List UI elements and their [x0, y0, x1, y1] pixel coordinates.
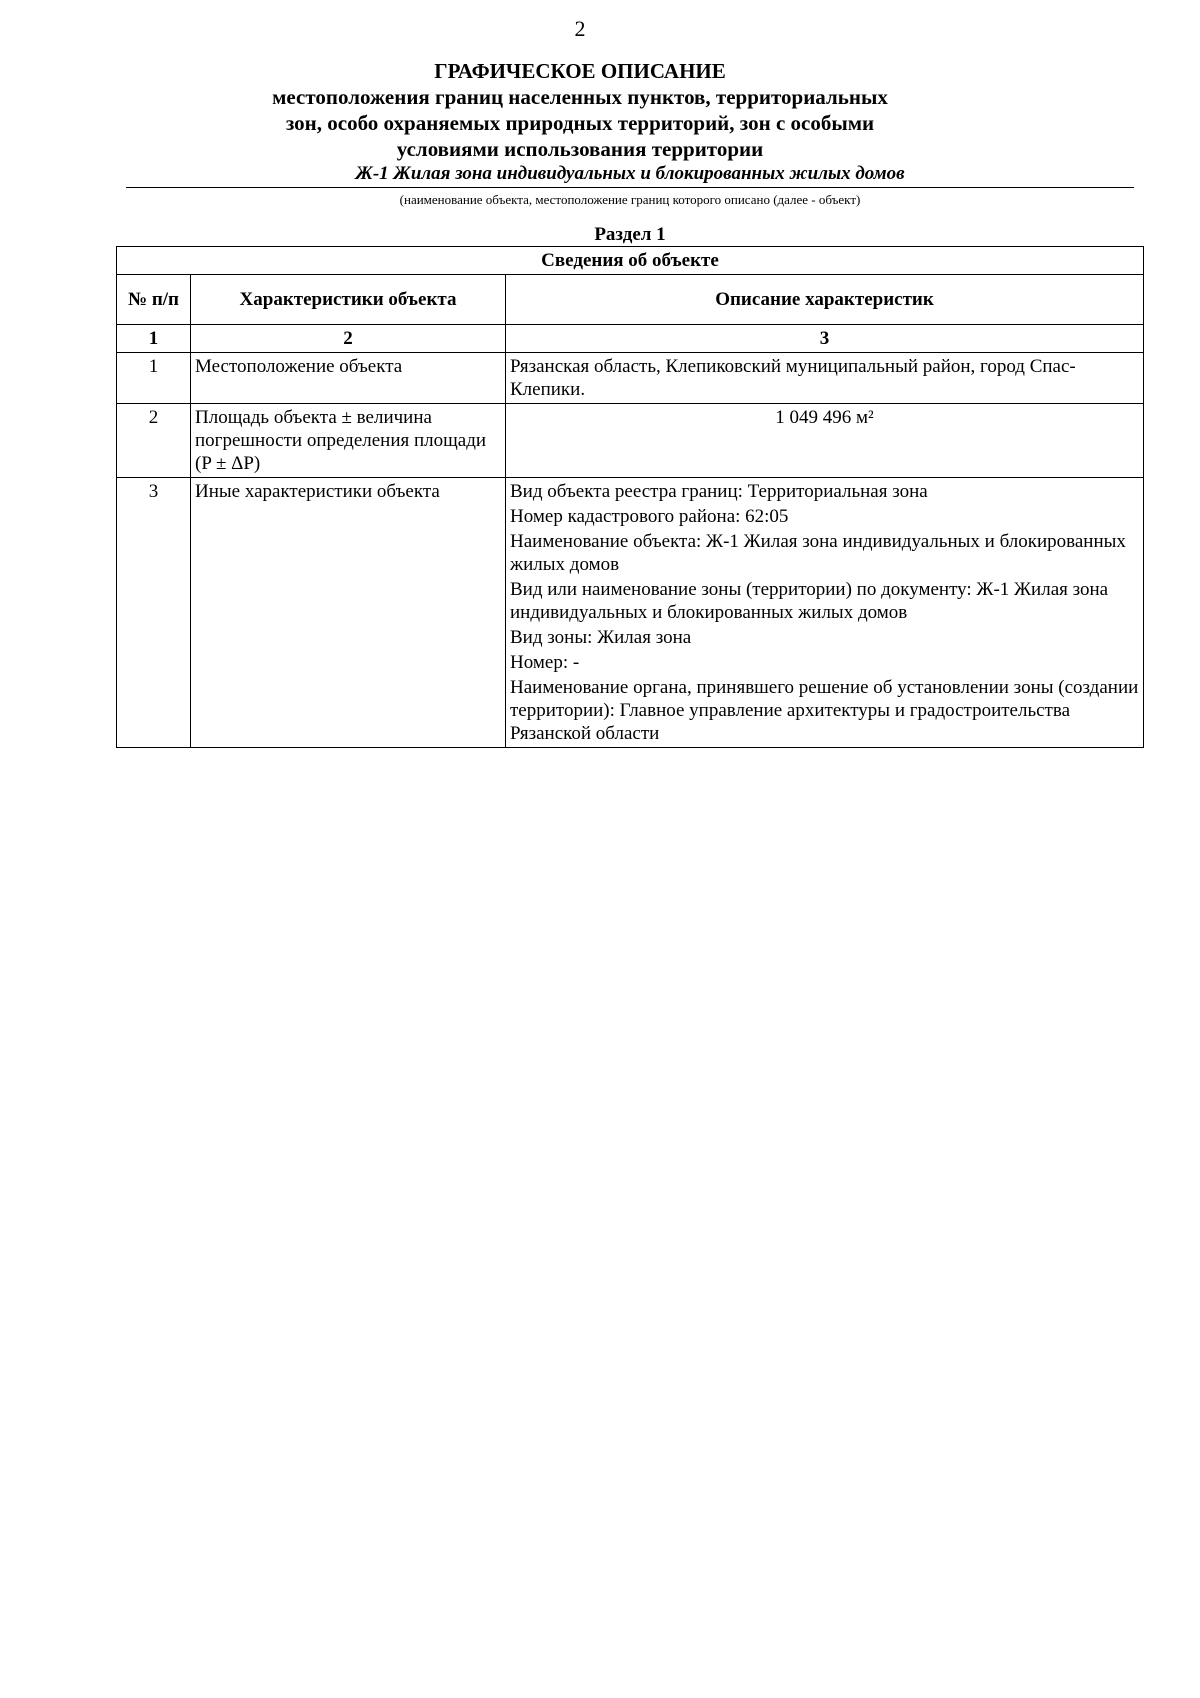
row-description: [506, 404, 1144, 478]
description-line: Номер: -: [510, 652, 580, 673]
table-row: [117, 478, 1144, 748]
row-description: [506, 353, 1144, 404]
description-line: Вид зоны: Жилая зона: [510, 627, 692, 648]
title-line-1: ГРАФИЧЕСКОЕ ОПИСАНИЕ: [434, 59, 726, 83]
title-line-3: зон, особо охраняемых природных территорий, зон с особыми: [285, 111, 875, 135]
object-name-caption: (наименование объекта, местоположение границ которого описано (далее - объект): [399, 192, 861, 207]
table-caption-row: [117, 247, 1144, 275]
row-description: [506, 478, 1144, 748]
description-line: Рязанская область, Клепиковский муниципальный район, город Спас-Клепики.: [510, 356, 1076, 400]
table-index-row: [117, 325, 1144, 353]
row-num: 2: [117, 404, 191, 478]
area-value: 1 049 496 м²: [775, 407, 874, 428]
header-description: Описание характеристик: [506, 275, 1144, 325]
row-characteristic: Иные характеристики объекта: [191, 478, 506, 748]
row-characteristic: Местоположение объекта: [191, 353, 506, 404]
object-info-table: [116, 246, 1144, 748]
title-line-2: местоположения границ населенных пунктов, территориальных: [272, 85, 888, 109]
description-line: Номер кадастрового района: 62:05: [510, 506, 789, 527]
title-line-4: условиями использования территории: [396, 137, 764, 161]
page-number: 2: [574, 16, 586, 41]
header-characteristics: Характеристики объекта: [191, 275, 506, 325]
header-num: [117, 275, 191, 325]
table-caption: Сведения об объекте: [117, 247, 1144, 275]
description-line: Вид или наименование зоны (территории) по документу: Ж-1 Жилая зона индивидуальных и блокированных жилых домов: [510, 579, 1109, 623]
description-line: Наименование объекта: Ж-1 Жилая зона индивидуальных и блокированных жилых домов: [510, 531, 1126, 575]
index-cell: 3: [506, 325, 1144, 353]
description-line: Наименование органа, принявшего решение об установлении зоны (создании территории): Главное управление архитектуры и градостроительства Рязанской области: [510, 677, 1139, 744]
table-row: [117, 404, 1144, 478]
index-cell: 2: [191, 325, 506, 353]
description-line: Вид объекта реестра границ: Территориальная зона: [510, 481, 928, 502]
object-name: Ж-1 Жилая зона индивидуальных и блокированных жилых домов: [126, 162, 1134, 188]
row-num: 1: [117, 353, 191, 404]
section-title: Раздел 1: [594, 224, 666, 245]
row-num: 3: [117, 478, 191, 748]
index-cell: 1: [117, 325, 191, 353]
table-row: [117, 353, 1144, 404]
document-title: [0, 58, 1160, 162]
row-characteristic: Площадь объекта ± величина погрешности определения площади (P ± ΔP): [191, 404, 506, 478]
header-num-label: № п/п: [127, 289, 180, 310]
table-header-row: [117, 275, 1144, 325]
